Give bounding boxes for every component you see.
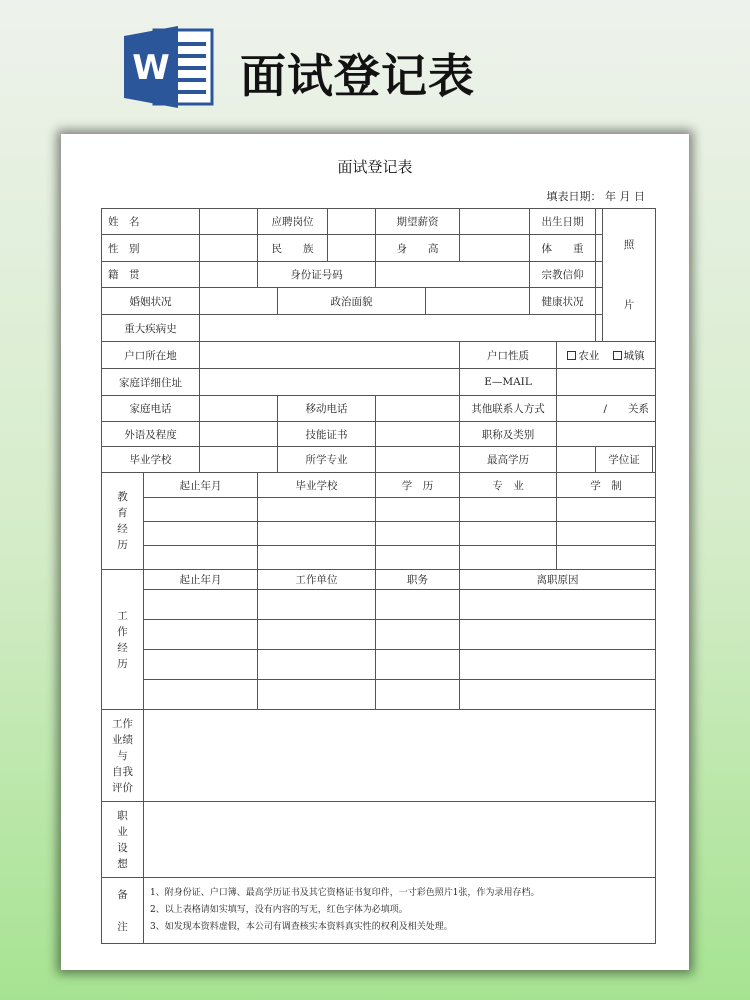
work-cell[interactable]	[258, 680, 376, 710]
work-cell[interactable]	[460, 650, 656, 680]
edu-cell[interactable]	[557, 522, 656, 546]
work-cell[interactable]	[376, 590, 460, 620]
health-label: 健康状况	[530, 288, 596, 315]
edu-cell[interactable]	[376, 546, 460, 570]
degree-label: 学位证	[596, 447, 653, 473]
edu-cell[interactable]	[557, 498, 656, 522]
other-contact-label: 其他联系人方式	[460, 396, 557, 422]
photo-box[interactable]	[603, 209, 656, 342]
town-checkbox[interactable]	[613, 351, 622, 360]
edu-cell[interactable]	[258, 522, 376, 546]
weight-field[interactable]	[596, 235, 603, 262]
relation-label: / 关系	[557, 396, 656, 422]
degree-field[interactable]	[653, 447, 656, 473]
town-label: 城镇	[623, 349, 645, 362]
career-section-label: 职 业 设 想	[102, 802, 144, 878]
banner-title: 面试登记表	[240, 49, 475, 103]
illness-label: 重大疾病史	[102, 315, 200, 342]
ethnic-label: 民 族	[258, 235, 328, 262]
illness-field[interactable]	[200, 315, 596, 342]
position-label: 应聘岗位	[258, 209, 328, 235]
work-section-label: 工 作 经 历	[102, 570, 144, 710]
name-label: 姓 名	[102, 209, 200, 235]
work-cell[interactable]	[144, 680, 258, 710]
hukou-place-field[interactable]	[200, 342, 460, 369]
edu-header-length: 学 制	[557, 473, 656, 498]
table-row	[102, 620, 656, 650]
email-field[interactable]	[557, 369, 656, 396]
native-label: 籍 贯	[102, 262, 200, 288]
remarks-text	[144, 878, 656, 944]
work-cell[interactable]	[144, 620, 258, 650]
home-phone-field[interactable]	[200, 396, 278, 422]
height-field[interactable]	[460, 235, 530, 262]
name-field[interactable]	[200, 209, 258, 235]
id-number-label: 身份证号码	[258, 262, 376, 288]
work-header-period: 起止年月	[144, 570, 258, 590]
work-cell[interactable]	[460, 590, 656, 620]
height-label: 身 高	[376, 235, 460, 262]
position-field[interactable]	[328, 209, 376, 235]
work-cell[interactable]	[258, 620, 376, 650]
edu-header-major: 专 业	[460, 473, 557, 498]
form-paper	[61, 134, 689, 970]
work-cell[interactable]	[376, 620, 460, 650]
hukou-type-options	[557, 342, 656, 369]
edu-cell[interactable]	[460, 522, 557, 546]
marriage-label: 婚姻状况	[102, 288, 200, 315]
skills-field[interactable]	[376, 422, 460, 447]
work-cell[interactable]	[376, 680, 460, 710]
remark-line: 2、以上表格请如实填写，没有内容的写无，红色字体为必填项。	[150, 905, 408, 915]
work-cell[interactable]	[258, 590, 376, 620]
religion-label: 宗教信仰	[530, 262, 596, 288]
table-row	[102, 522, 656, 546]
major-label: 所学专业	[278, 447, 376, 473]
work-cell[interactable]	[376, 650, 460, 680]
education-level-label: 最高学历	[460, 447, 557, 473]
major-field[interactable]	[376, 447, 460, 473]
edu-cell[interactable]	[144, 546, 258, 570]
birth-label: 出生日期	[530, 209, 596, 235]
table-row	[102, 498, 656, 522]
address-label: 家庭详细住址	[102, 369, 200, 396]
remark-line: 1、附身份证、户口簿、最高学历证书及其它资格证书复印件，一寸彩色照片1张，作为录用存档。	[150, 888, 540, 898]
document-title: 面试登记表	[337, 158, 413, 176]
career-field[interactable]	[144, 802, 656, 878]
evaluation-field[interactable]	[144, 710, 656, 802]
edu-cell[interactable]	[144, 498, 258, 522]
table-row	[102, 590, 656, 620]
work-header-company: 工作单位	[258, 570, 376, 590]
hukou-place-label: 户口所在地	[102, 342, 200, 369]
edu-cell[interactable]	[376, 498, 460, 522]
work-header-reason: 离职原因	[460, 570, 656, 590]
edu-header-school: 毕业学校	[258, 473, 376, 498]
registration-form-table	[101, 208, 656, 944]
edu-cell[interactable]	[460, 498, 557, 522]
id-number-field[interactable]	[376, 262, 530, 288]
gender-field[interactable]	[200, 235, 258, 262]
school-field[interactable]	[200, 447, 278, 473]
education-section-label: 教 育 经 历	[102, 473, 144, 570]
remark-line: 3、如发现本资料虚假，本公司有调查核实本资料真实性的权利及相关处理。	[150, 922, 453, 932]
gender-label: 性 别	[102, 235, 200, 262]
salary-field[interactable]	[460, 209, 530, 235]
religion-field[interactable]	[596, 262, 603, 288]
hukou-type-label: 户口性质	[460, 342, 557, 369]
politics-field[interactable]	[426, 288, 530, 315]
skills-label: 技能证书	[278, 422, 376, 447]
school-label: 毕业学校	[102, 447, 200, 473]
svg-text:W: W	[132, 48, 170, 88]
mobile-field[interactable]	[376, 396, 460, 422]
language-field[interactable]	[200, 422, 278, 447]
work-cell[interactable]	[460, 620, 656, 650]
work-cell[interactable]	[144, 650, 258, 680]
native-field[interactable]	[200, 262, 258, 288]
table-row	[102, 546, 656, 570]
birth-field[interactable]	[596, 209, 603, 235]
remarks-section-label: 备 注	[102, 878, 144, 944]
edu-cell[interactable]	[258, 498, 376, 522]
work-cell[interactable]	[144, 590, 258, 620]
edu-cell[interactable]	[460, 546, 557, 570]
edu-cell[interactable]	[144, 522, 258, 546]
language-label: 外语及程度	[102, 422, 200, 447]
evaluation-section-label: 工作 业绩 与 自我 评价	[102, 710, 144, 802]
work-cell[interactable]	[258, 650, 376, 680]
agri-label: 农业	[578, 349, 600, 362]
edu-header-period: 起止年月	[144, 473, 258, 498]
salary-label: 期望薪资	[376, 209, 460, 235]
home-phone-label: 家庭电话	[102, 396, 200, 422]
work-cell[interactable]	[460, 680, 656, 710]
work-header-role: 职务	[376, 570, 460, 590]
politics-label: 政治面貌	[278, 288, 426, 315]
word-doc-icon	[124, 26, 214, 108]
education-level-field[interactable]	[557, 447, 596, 473]
edu-header-degree: 学 历	[376, 473, 460, 498]
photo-label-1: 照	[623, 239, 635, 251]
weight-label: 体 重	[530, 235, 596, 262]
photo-label-2: 片	[623, 299, 635, 311]
mobile-label: 移动电话	[278, 396, 376, 422]
marriage-field[interactable]	[200, 288, 278, 315]
email-label: E—MAIL	[460, 369, 557, 396]
title-rank-field[interactable]	[557, 422, 656, 447]
health-field[interactable]	[596, 288, 603, 315]
fill-date-label: 填表日期： 年 月 日	[546, 190, 645, 203]
table-row	[102, 650, 656, 680]
edu-cell[interactable]	[376, 522, 460, 546]
table-row	[102, 680, 656, 710]
edu-cell[interactable]	[557, 546, 656, 570]
edu-cell[interactable]	[258, 546, 376, 570]
address-field[interactable]	[200, 369, 460, 396]
agri-checkbox[interactable]	[567, 351, 576, 360]
title-rank-label: 职称及类别	[460, 422, 557, 447]
ethnic-field[interactable]	[328, 235, 376, 262]
